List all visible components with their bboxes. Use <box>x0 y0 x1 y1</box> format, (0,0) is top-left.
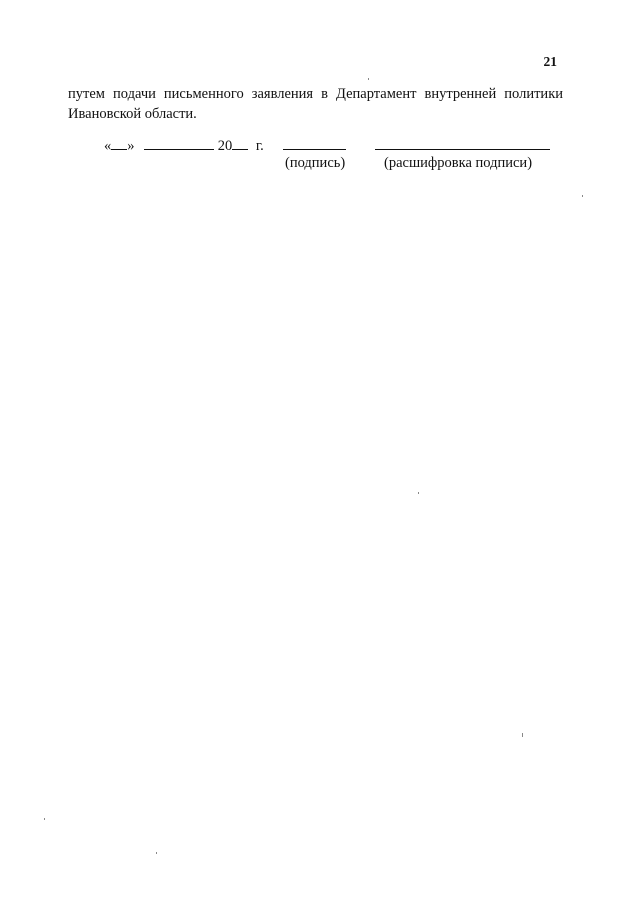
year-blank <box>232 135 248 150</box>
quote-close: » <box>127 138 135 154</box>
year-prefix: 20 <box>217 138 233 154</box>
scan-speck <box>156 852 157 854</box>
scan-speck <box>522 733 523 737</box>
day-blank <box>111 135 127 150</box>
page-number: 21 <box>543 54 557 69</box>
signature-decode-line <box>375 149 550 150</box>
quote-open: « <box>104 138 112 154</box>
month-blank <box>144 135 214 150</box>
signature-line <box>283 149 346 150</box>
paragraph-line-2: Ивановской области. <box>68 106 197 122</box>
scan-speck <box>368 78 369 80</box>
year-suffix: г. <box>255 138 264 154</box>
body-paragraph <box>68 84 563 124</box>
date-field <box>104 135 264 155</box>
signature-caption: (подпись) <box>285 155 346 171</box>
scan-speck <box>418 492 419 494</box>
scan-speck <box>582 195 583 197</box>
paragraph-line-1: путем подачи письменного заявления в Департамент внутренней политики <box>68 86 563 102</box>
signature-block <box>0 135 640 175</box>
signature-decode-caption: (расшифровка подписи) <box>384 155 533 171</box>
scan-speck <box>44 818 45 820</box>
